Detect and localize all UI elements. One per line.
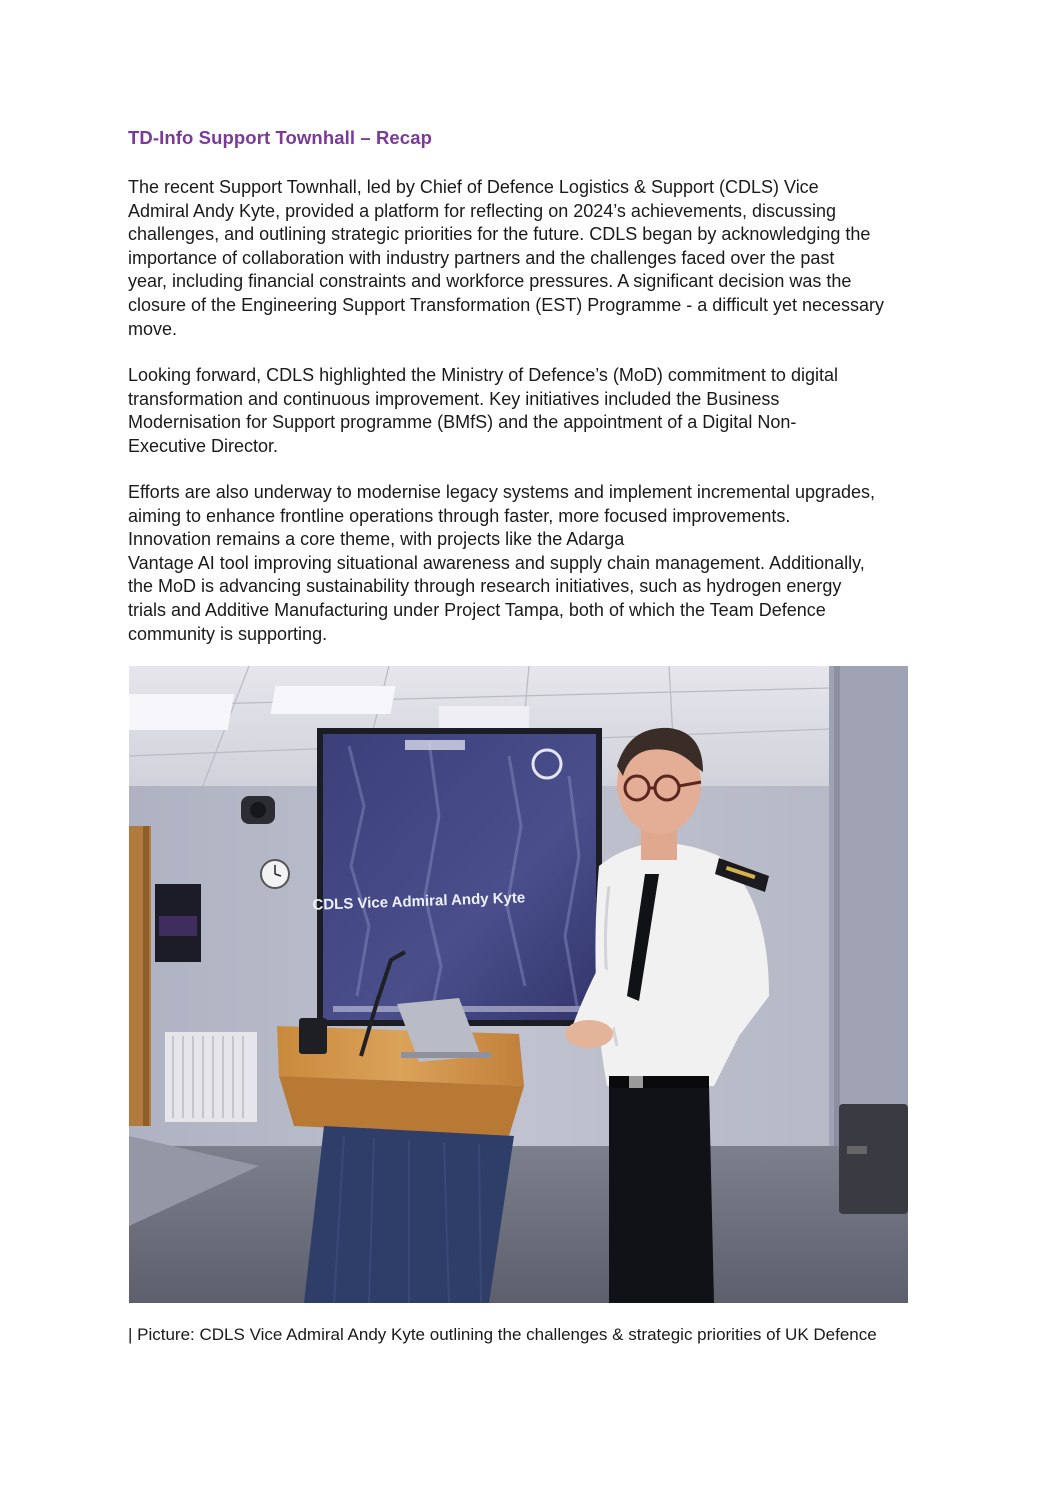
text-line: The recent Support Townhall, led by Chief of Defence Logistics & Support (CDLS) Vice	[128, 177, 819, 197]
text-line: aiming to enhance frontline operations through faster, more focused improvements.	[128, 505, 791, 526]
text-line: transformation and continuous improvement. Key initiatives included the Business	[128, 388, 780, 409]
photo-caption: | Picture: CDLS Vice Admiral Andy Kyte outlining the challenges & strategic priorities of UK Defence	[128, 1325, 877, 1344]
paragraph-intro	[128, 176, 938, 341]
text-line: Efforts are also underway to modernise legacy systems and implement incremental upgrades,	[128, 482, 876, 502]
text-line: importance of collaboration with industry partners and the challenges faced over the past	[128, 247, 835, 268]
text-line: move.	[128, 318, 178, 339]
text-line: Admiral Andy Kyte, provided a platform for reflecting on 2024’s achievements, discussing	[128, 200, 837, 221]
paragraph-innovation	[128, 481, 938, 646]
text-line: closure of the Engineering Support Transformation (EST) Programme - a difficult yet necessary	[128, 294, 885, 315]
text-line: year, including financial constraints and workforce pressures. A significant decision was the	[128, 271, 852, 292]
article-title: TD-Info Support Townhall – Recap	[128, 127, 432, 148]
text-line: Vantage AI tool improving situational awareness and supply chain management. Additionally,	[128, 552, 865, 573]
text-line: trials and Additive Manufacturing under Project Tampa, both of which the Team Defence	[128, 599, 826, 620]
text-line: Executive Director.	[128, 435, 279, 456]
text-line: Looking forward, CDLS highlighted the Ministry of Defence’s (MoD) commitment to digital	[128, 365, 838, 385]
text-line: Innovation remains a core theme, with projects like the Adarga	[128, 529, 625, 550]
paragraph-digital	[128, 364, 938, 458]
text-line: Modernisation for Support programme (BMfS) and the appointment of a Digital Non-	[128, 412, 797, 433]
text-line: challenges, and outlining strategic priorities for the future. CDLS began by acknowledging the	[128, 224, 871, 245]
text-line: community is supporting.	[128, 623, 328, 644]
townhall-photo	[129, 666, 908, 1303]
screen-title: CDLS Vice Admiral Andy Kyte	[312, 889, 526, 914]
text-line: the MoD is advancing sustainability through research initiatives, such as hydrogen energy	[128, 576, 842, 597]
